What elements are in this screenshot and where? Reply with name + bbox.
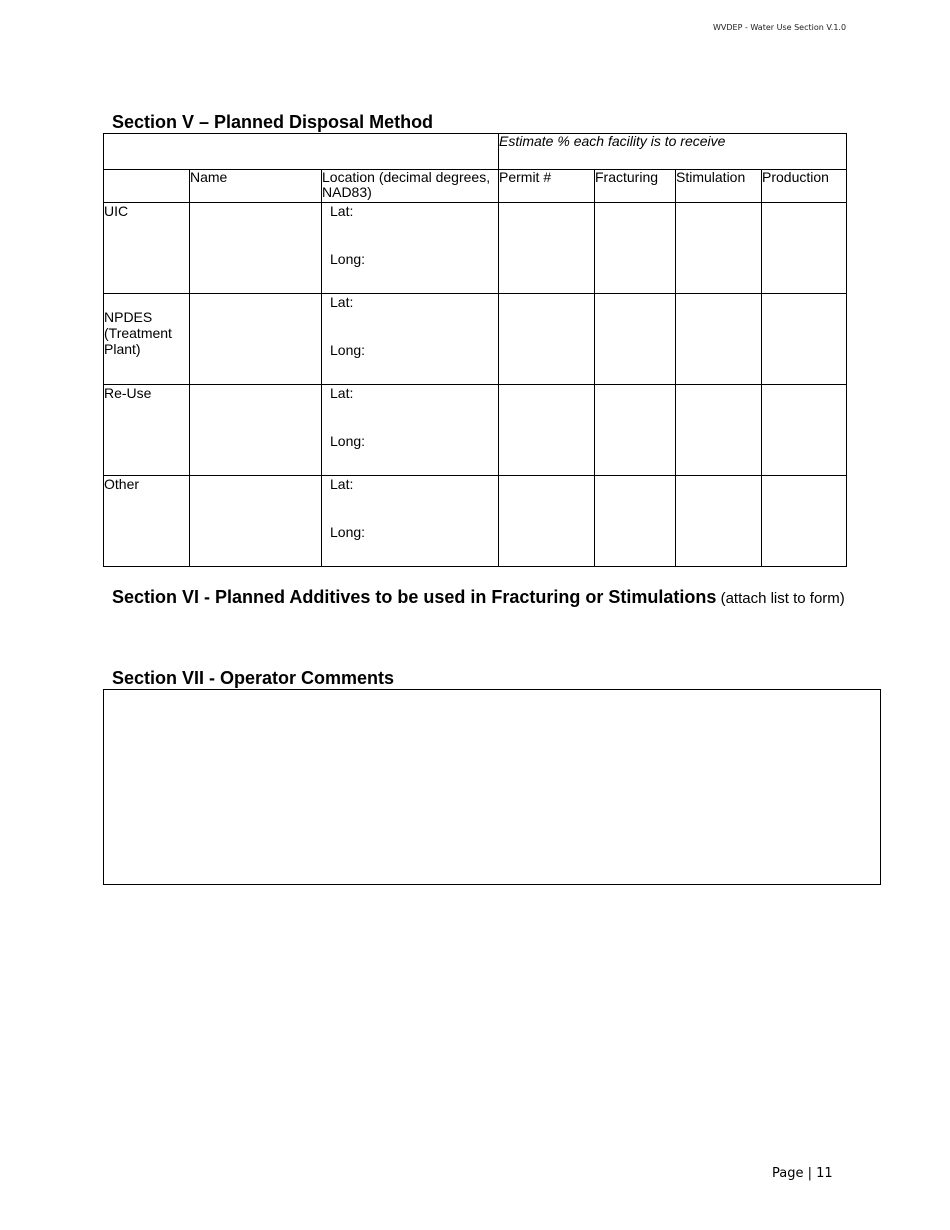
column-header-stimulation: Stimulation (676, 170, 762, 203)
column-header-name: Name (190, 170, 322, 203)
table-row-uic (104, 203, 847, 294)
table-column-header-row (104, 170, 847, 203)
column-header-fracturing: Fracturing (595, 170, 676, 203)
section-vi-title: Section VI - Planned Additives to be used in Fracturing or Stimulations (112, 587, 717, 607)
stimulation-input-cell[interactable] (676, 385, 762, 476)
table-top-header-row (104, 134, 847, 170)
section-v-title: Section V – Planned Disposal Method (112, 112, 434, 132)
location-cell[interactable] (322, 294, 499, 385)
lat-label: Lat: (330, 476, 354, 492)
lat-label: Lat: (330, 294, 354, 310)
name-input-cell[interactable] (190, 476, 322, 567)
row-label-other: Other (104, 476, 190, 567)
production-input-cell[interactable] (762, 294, 847, 385)
row-label-uic: UIC (104, 203, 190, 294)
permit-input-cell[interactable] (499, 385, 595, 476)
production-input-cell[interactable] (762, 203, 847, 294)
row-label-reuse: Re-Use (104, 385, 190, 476)
page-number: Page | 11 (772, 1166, 833, 1181)
production-input-cell[interactable] (762, 385, 847, 476)
location-cell[interactable] (322, 385, 499, 476)
table-row-npdes (104, 294, 847, 385)
row-label-npdes: NPDES (Treatment Plant) (104, 294, 190, 385)
fracturing-input-cell[interactable] (595, 385, 676, 476)
operator-comments-field[interactable] (103, 689, 881, 885)
estimate-header: Estimate % each facility is to receive (499, 134, 847, 170)
location-cell[interactable] (322, 476, 499, 567)
table-row-other (104, 476, 847, 567)
table-row-reuse (104, 385, 847, 476)
section-vii-title: Section VII - Operator Comments (112, 668, 395, 688)
location-cell[interactable] (322, 203, 499, 294)
stimulation-input-cell[interactable] (676, 476, 762, 567)
blank-type-header (104, 170, 190, 203)
fracturing-input-cell[interactable] (595, 203, 676, 294)
lat-label: Lat: (330, 203, 354, 219)
blank-header-cell (104, 134, 499, 170)
document-id: WVDEP - Water Use Section V.1.0 (713, 23, 847, 32)
name-input-cell[interactable] (190, 385, 322, 476)
long-label: Long: (330, 433, 366, 449)
stimulation-input-cell[interactable] (676, 203, 762, 294)
column-header-permit: Permit # (499, 170, 595, 203)
section-vi-note: (attach list to form) (720, 590, 845, 607)
lat-label: Lat: (330, 385, 354, 401)
stimulation-input-cell[interactable] (676, 294, 762, 385)
long-label: Long: (330, 342, 366, 358)
fracturing-input-cell[interactable] (595, 294, 676, 385)
name-input-cell[interactable] (190, 294, 322, 385)
name-input-cell[interactable] (190, 203, 322, 294)
disposal-method-table (103, 133, 847, 567)
column-header-location: Location (decimal degrees, NAD83) (322, 170, 499, 203)
section-vi (112, 588, 852, 608)
long-label: Long: (330, 524, 366, 540)
permit-input-cell[interactable] (499, 203, 595, 294)
column-header-production: Production (762, 170, 847, 203)
long-label: Long: (330, 251, 366, 267)
permit-input-cell[interactable] (499, 476, 595, 567)
permit-input-cell[interactable] (499, 294, 595, 385)
fracturing-input-cell[interactable] (595, 476, 676, 567)
production-input-cell[interactable] (762, 476, 847, 567)
